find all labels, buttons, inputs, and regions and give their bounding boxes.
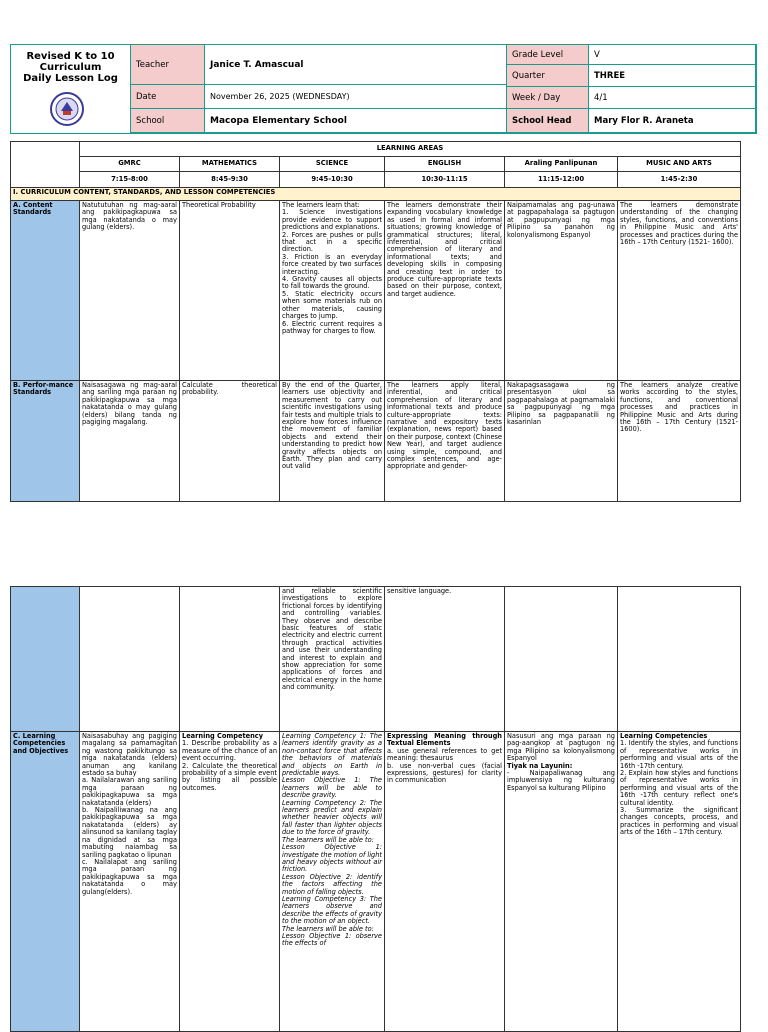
- time-english: 10:30-11:15: [385, 172, 505, 188]
- week-label: Week / Day: [507, 87, 589, 109]
- perf-english: The learners apply literal, inferential, and critical comprehension of literary and informational texts and produce culture-appropriate texts: narrative and expository texts (explanation, news report) based on their purpose, context (Chinese New Year), and target audience using simple, compound, and complex sentences, and age-appropriate and gender-: [385, 381, 505, 502]
- comp-ap-text1: Nasusuri ang mga paraan ng pag-aangkop at pagtugon ng mga Pilipino sa kolonyalismong Espanyol: [507, 732, 615, 763]
- comp-math-text: 1. Describe probability as a measure of the chance of an event occurring. 2. Calculate the theoretical probability of a simple event by listing all possible outcomes.: [182, 739, 277, 792]
- perf-math: Calculate theoretical probability.: [180, 381, 280, 502]
- time-science: 9:45-10:30: [280, 172, 385, 188]
- content-ap: Naipamamalas ang pag-unawa at pagpapahalaga sa pagtugon at pagpupunyagi ng mga Pilipino sa panahon ng kolonyalismong Espanyol: [505, 201, 618, 381]
- subject-music-arts: MUSIC AND ARTS: [618, 157, 741, 172]
- header-block: [10, 44, 757, 134]
- subject-science: SCIENCE: [280, 157, 385, 172]
- perf-music-arts: The learners analyze creative works according to the styles, functions, and conventional processes and practices in Philippine Music and Arts during the 16th – 17th Century (1521-1600).: [618, 381, 741, 502]
- competencies-label: C. Learning Competencies and Objectives: [11, 732, 80, 1032]
- continued-label: [11, 587, 80, 732]
- deped-seal-icon: [47, 91, 87, 127]
- perf-science: By the end of the Quarter, learners use objectivity and measurement to carry out scientific investigations using fair tests and multiple trials to explore how forces influence the movement of familiar objects and extend their understanding to predict how gravity affects objects on Earth. They plan and carry out valid: [280, 381, 385, 502]
- cont-math: [180, 587, 280, 732]
- performance-standards-label: B. Perfor-mance Standards: [11, 381, 80, 502]
- week-value: 4/1: [589, 87, 756, 109]
- subject-ap: Araling Panlipunan: [505, 157, 618, 172]
- learning-areas-header: LEARNING AREAS: [80, 142, 741, 157]
- content-math: Theoretical Probability: [180, 201, 280, 381]
- comp-math-cell: [180, 732, 280, 1032]
- school-value: Macopa Elementary School: [205, 109, 507, 133]
- quarter-label: Quarter: [507, 65, 589, 87]
- grade-label: Grade Level: [507, 45, 589, 65]
- comp-ma-text: 1. Identify the styles, and functions of representative works in performing and visual arts of the 16th -17th century. 2. Explain how styles and functions of representative works in performing and visual arts of the 16th -17th century reflect one's cultural identity. 3. Summarize the significant changes concepts, process, and practices in performing and visual arts of the 16th – 17th century.: [620, 739, 738, 837]
- school-label: School: [131, 109, 205, 133]
- time-math: 8:45-9:30: [180, 172, 280, 188]
- content-science: The learners learn that: 1. Science investigations provide evidence to support predictions and explanations. 2. Forces are pushes or pulls that act in a specific direction. 3. Friction is an everyday force created by two surfaces interacting. 4. Gravity causes all objects to fall towards the ground. 5. Static electricity occurs when some materials rub on other materials, causing charges to jump. 6. Electric current requires a pathway for charges to flow.: [280, 201, 385, 381]
- cont-music-arts: [618, 587, 741, 732]
- perf-ap: Nakapagsasagawa ng presentasyon ukol sa pagpapahalaga at pagmamalaki sa pagpupunyagi ng mga Pilipino sa pagpapanatili ng kasarinlan: [505, 381, 618, 502]
- lesson-table-page2: [10, 586, 741, 1032]
- cont-english: sensitive language.: [385, 587, 505, 732]
- time-music-arts: 1:45-2:30: [618, 172, 741, 188]
- date-value: November 26, 2025 (WEDNESDAY): [205, 85, 507, 109]
- lesson-table-page1: [10, 141, 741, 502]
- subject-gmrc: GMRC: [80, 157, 180, 172]
- comp-math-title: Learning Competency: [182, 732, 263, 740]
- section-title: I. CURRICULUM CONTENT, STANDARDS, AND LESSON COMPETENCIES: [11, 188, 741, 201]
- time-ap: 11:15-12:00: [505, 172, 618, 188]
- teacher-value: Janice T. Amascual: [205, 45, 507, 85]
- cont-gmrc: [80, 587, 180, 732]
- head-value: Mary Flor R. Araneta: [589, 109, 756, 133]
- comp-science: Learning Competency 1: The learners identify gravity as a non-contact force that affects the behaviors of materials and objects on Earth in predictable ways. Lesson Objective 1: The learners will be able to describe gravity. Learning Competency 2: The learners predict and explain whether heavier objects will fall faster than lighter objects due to the force of gravity. The learners will be able to: Lesson Objective 1: investigate the motion of light and heavy objects without air friction. Lesson Objective 2: identify the factors affecting the motion of falling objects. Learning Competency 3: The learners observe and describe the effects of gravity to the motion of an object. The learners will be able to: Lesson Objective 1: observe the effects of: [280, 732, 385, 1032]
- cont-science: and reliable scientific investigations to explore frictional forces by identifying and controlling variables. They observe and describe basic features of static electricity and electric current through practical activities and use their understanding and interest to explain and show appreciation for some applications of forces and electrical energy in the home and community.: [280, 587, 385, 732]
- comp-english-title: Expressing Meaning through Textual Elements: [387, 732, 502, 748]
- content-gmrc: Natututuhan ng mag-aaral ang pakikipagkapuwa sa mga nakatatanda o may gulang (elders).: [80, 201, 180, 381]
- subject-math: MATHEMATICS: [180, 157, 280, 172]
- title-cell: [11, 45, 131, 133]
- comp-english-text: a. use general references to get meaning: thesaurus b. use non-verbal cues (facial expressions, gestures) for clarity in communication: [387, 746, 502, 785]
- blank-corner: [11, 142, 80, 188]
- head-label: School Head: [507, 109, 589, 133]
- content-english: The learners demonstrate their expanding vocabulary knowledge as used in formal and informal situations; growing knowledge of grammatical structures; literal, inferential, and critical comprehension of literary and informational texts; and developing skills in composing and creating text in order to produce culture-appropriate texts based on their purpose, context, and target audience.: [385, 201, 505, 381]
- quarter-value: THREE: [589, 65, 756, 87]
- comp-ap-cell: [505, 732, 618, 1032]
- grade-value: V: [589, 45, 756, 65]
- content-standards-label: A. Content Standards: [11, 201, 80, 381]
- comp-ap-title: Tiyak na Layunin:: [507, 761, 573, 770]
- comp-ma-title: Learning Competencies: [620, 732, 708, 740]
- date-label: Date: [131, 85, 205, 109]
- cont-ap: [505, 587, 618, 732]
- comp-ma-cell: [618, 732, 741, 1032]
- comp-ap-text2: - Naipapaliwanag ang impluwensiya ng kulturang Espanyol sa kulturang Pilipino: [507, 769, 615, 792]
- content-music-arts: The learners demonstrate understanding of the changing styles, functions, and conventions in Philippine Music and Arts' processes and practices during the 16th – 17th Century (1521- 1600).: [618, 201, 741, 381]
- subject-english: ENGLISH: [385, 157, 505, 172]
- perf-gmrc: Naisasagawa ng mag-aaral ang sariling mga paraan ng pakikipagkapuwa sa mga nakatatanda o may gulang (elders) bilang tanda ng pagiging magalang.: [80, 381, 180, 502]
- comp-english-cell: [385, 732, 505, 1032]
- comp-gmrc: Naisasabuhay ang pagiging magalang sa pamamagitan ng wastong pakikitungo sa mga nakatatanda (elders) anuman ang kanilang estado sa buhay a. Nailalarawan ang sariling mga paraan ng pakikipagkapuwa sa mga nakatatanda (elders) b. Naipaliliwanag na ang pakikipagkapuwa sa mga nakatatanda (elders) ay alinsunod sa kanilang taglay na dignidad at sa mga mabuting naiambag sa sariling pagkatao o lipunan c. Nailalapat ang sariling mga paraan ng pakikipagkapuwa sa mga nakatatanda o may gulang(elders).: [80, 732, 180, 1032]
- teacher-label: Teacher: [131, 45, 205, 85]
- dll-title: Revised K to 10 Curriculum Daily Lesson Log: [23, 51, 118, 84]
- time-gmrc: 7:15-8:00: [80, 172, 180, 188]
